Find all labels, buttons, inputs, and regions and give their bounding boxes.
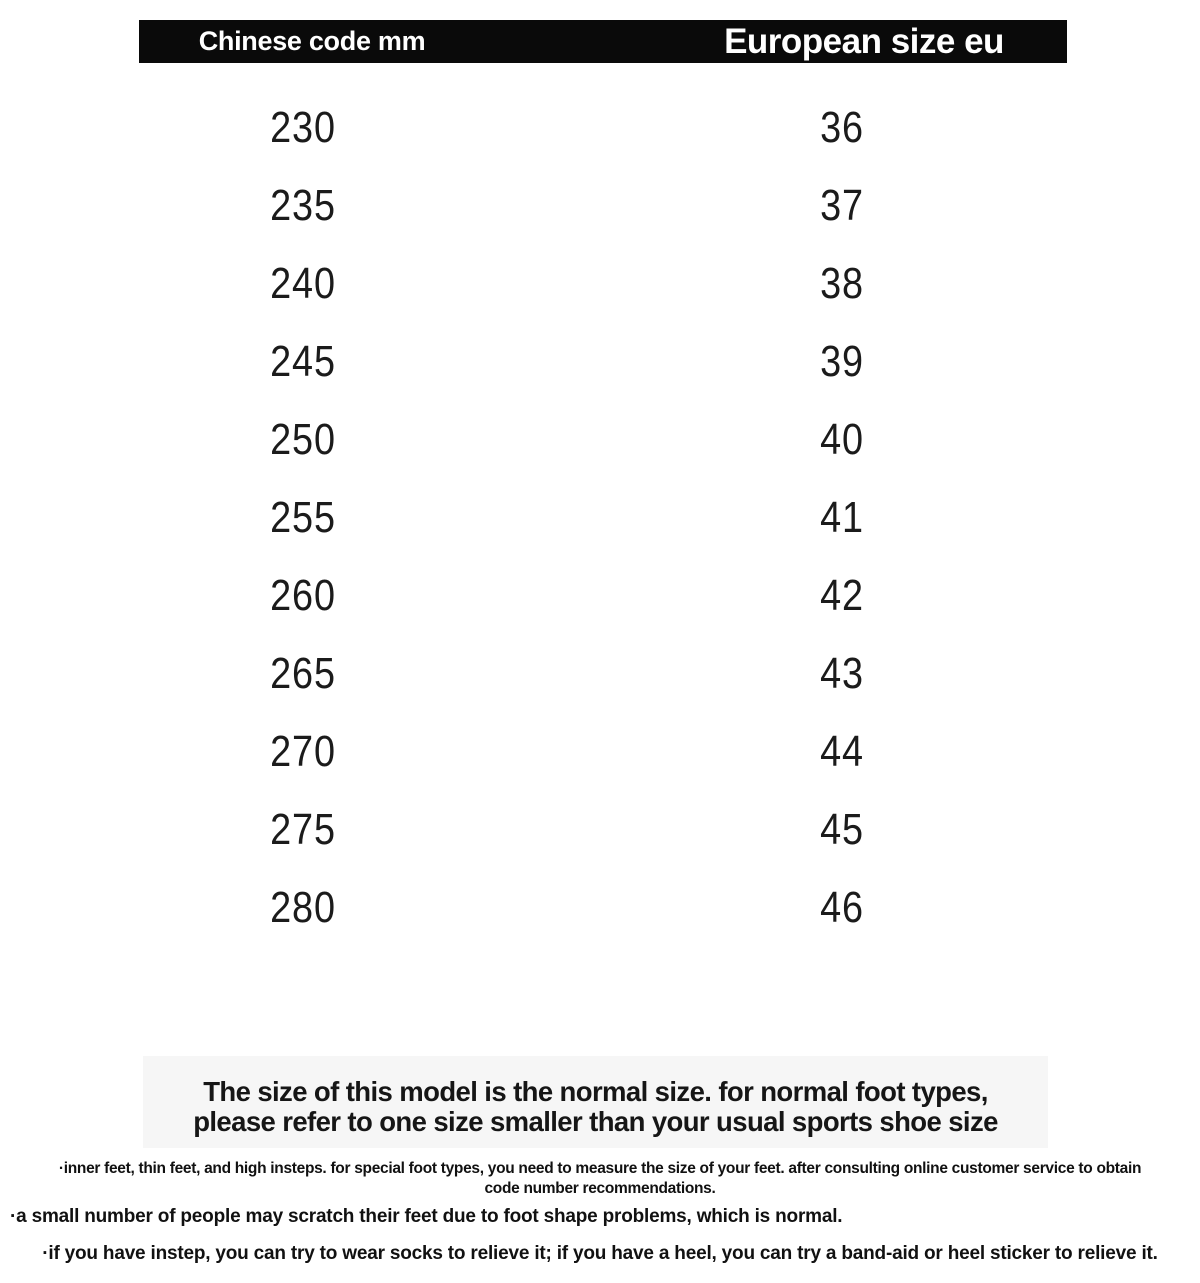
- size-table: [0, 89, 1200, 947]
- table-row: [0, 401, 1200, 479]
- table-row: [0, 869, 1200, 947]
- table-row: [0, 323, 1200, 401]
- table-row: [0, 791, 1200, 869]
- european-size-value: 46: [820, 883, 864, 932]
- european-size-value: 44: [820, 727, 864, 776]
- size-advice-headline-line1: The size of this model is the normal size. for normal foot types,: [203, 1076, 988, 1107]
- european-size-value: 41: [820, 493, 864, 542]
- chinese-size-value: 260: [270, 571, 336, 620]
- chinese-size-value: 275: [270, 805, 336, 854]
- chinese-size-value: 240: [270, 259, 336, 308]
- table-header-bar: [139, 20, 1067, 63]
- size-advice-headline-line2: please refer to one size smaller than your usual sports shoe size: [193, 1106, 998, 1137]
- note-scratch-warning: ·a small number of people may scratch their feet due to foot shape problems, which is normal.: [10, 1206, 843, 1227]
- column-header-chinese-code: Chinese code mm: [198, 26, 426, 56]
- table-row: [0, 713, 1200, 791]
- chinese-size-value: 265: [270, 649, 336, 698]
- european-size-value: 38: [820, 259, 864, 308]
- size-advice-panel: [143, 1056, 1048, 1148]
- european-size-value: 45: [820, 805, 864, 854]
- chinese-size-value: 280: [270, 883, 336, 932]
- note-socks-tip: ·if you have instep, you can try to wear socks to relieve it; if you have a heel, you can try a band-aid or heel sticker to relieve it.: [42, 1243, 1158, 1264]
- chinese-size-value: 250: [270, 415, 336, 464]
- european-size-value: 42: [820, 571, 864, 620]
- table-row: [0, 479, 1200, 557]
- chinese-size-value: 230: [270, 103, 336, 152]
- table-row: [0, 557, 1200, 635]
- chinese-size-value: 255: [270, 493, 336, 542]
- table-row: [0, 167, 1200, 245]
- european-size-value: 36: [820, 103, 864, 152]
- chinese-size-value: 235: [270, 181, 336, 230]
- chinese-size-value: 270: [270, 727, 336, 776]
- european-size-value: 37: [820, 181, 864, 230]
- table-row: [0, 635, 1200, 713]
- european-size-value: 40: [820, 415, 864, 464]
- column-header-european-size: European size eu: [724, 21, 1004, 61]
- table-row: [0, 245, 1200, 323]
- note-special-foot-types: ·inner feet, thin feet, and high insteps. for special foot types, you need to measure the size of your feet. after consulting online customer service to obtain code number recommendations.: [58, 1160, 1142, 1197]
- table-row: [0, 89, 1200, 167]
- european-size-value: 43: [820, 649, 864, 698]
- chinese-size-value: 245: [270, 337, 336, 386]
- european-size-value: 39: [820, 337, 864, 386]
